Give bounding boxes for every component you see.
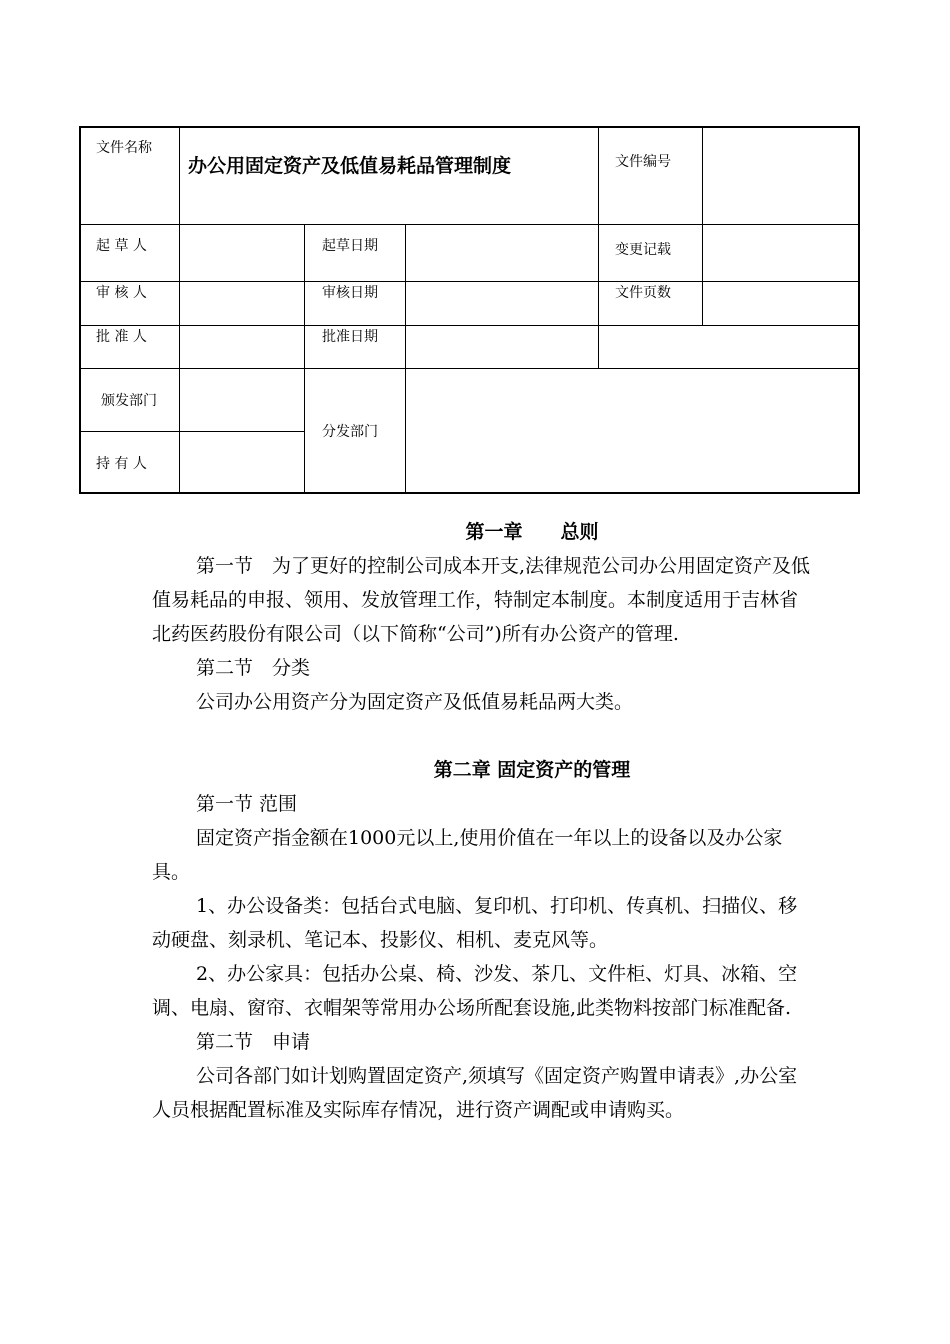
draft-date-label: 起草日期	[304, 224, 406, 282]
distribution-dept-label: 分发部门	[304, 368, 406, 494]
chapter2-section2-body: 公司各部门如计划购置固定资产,须填写《固定资产购置申请表》,办公室人员根据配置标准及实际库存情况，进行资产调配或申请购买。	[152, 1065, 798, 1121]
issue-dept-label: 颁发部门	[79, 368, 180, 432]
review-date-value	[405, 281, 599, 326]
file-no-label: 文件编号	[598, 126, 703, 225]
chapter2-title: 第二章 固定资产的管理	[433, 759, 631, 781]
spacer	[152, 719, 812, 753]
chapter2-item2: 2、办公家具：包括办公桌、椅、沙发、茶几、文件柜、灯具、冰箱、空调、电扇、窗帘、衣帽架等常用办公场所配套设施,此类物料按部门标准配备.	[152, 963, 798, 1019]
chapter2-section1-title: 第一节 范围	[196, 793, 298, 815]
approver-label: 批 准 人	[79, 325, 180, 369]
chapter2-section2-title: 第二节 申请	[196, 1031, 311, 1053]
holder-value	[179, 431, 305, 494]
page-count-label: 文件页数	[598, 281, 703, 326]
reviewer-value	[179, 281, 305, 326]
file-name-label: 文件名称	[79, 126, 180, 225]
file-name-value: 办公用固定资产及低值易耗品管理制度	[179, 126, 599, 225]
document-header-table	[79, 126, 860, 494]
draft-date-value	[405, 224, 599, 282]
issue-dept-value	[179, 368, 305, 432]
file-no-value	[702, 126, 860, 225]
change-record-value	[702, 224, 860, 282]
approver-value	[179, 325, 305, 369]
blank-cell	[598, 325, 860, 369]
chapter1-section1: 第一节 为了更好的控制公司成本开支,法律规范公司办公用固定资产及低值易耗品的申报、领用、发放管理工作，特制定本制度。本制度适用于吉林省北药医药股份有限公司（以下简称“公司”)所有办公资产的管理.	[152, 555, 811, 645]
chapter1-section2-title: 第二节 分类	[196, 657, 311, 679]
approve-date-label: 批准日期	[304, 325, 406, 369]
approve-date-value	[405, 325, 599, 369]
drafter-label: 起 草 人	[79, 224, 180, 282]
holder-label: 持 有 人	[79, 431, 180, 494]
document-body	[152, 515, 812, 1127]
review-date-label: 审核日期	[304, 281, 406, 326]
chapter1-section2-body: 公司办公用资产分为固定资产及低值易耗品两大类。	[196, 691, 634, 713]
chapter2-item1: 1、办公设备类：包括台式电脑、复印机、打印机、传真机、扫描仪、移动硬盘、刻录机、笔记本、投影仪、相机、麦克风等。	[152, 895, 798, 951]
change-record-label: 变更记载	[598, 224, 703, 282]
chapter2-section1-body: 固定资产指金额在1000元以上,使用价值在一年以上的设备以及办公家具。	[152, 827, 783, 883]
drafter-value	[179, 224, 305, 282]
distribution-dept-value	[405, 368, 860, 494]
reviewer-label: 审 核 人	[79, 281, 180, 326]
page-count-value	[702, 281, 860, 326]
chapter1-title: 第一章 总则	[465, 521, 599, 543]
